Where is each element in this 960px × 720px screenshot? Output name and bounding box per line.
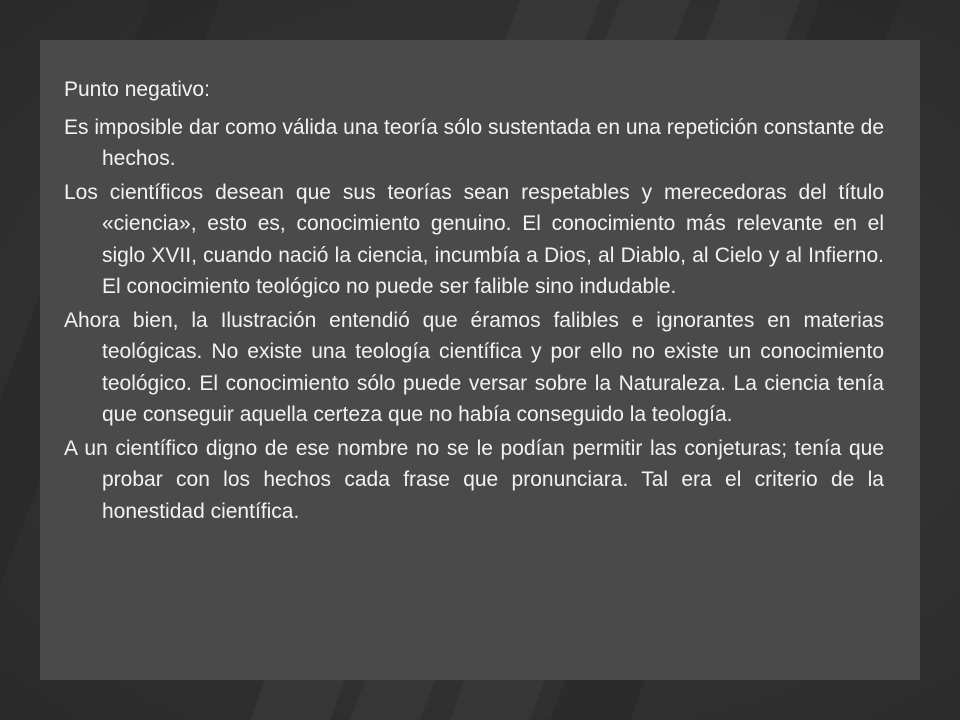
- paragraph-2: Los científicos desean que sus teorías sean respetables y merecedoras del título «ciencia», esto es, conocimiento genuino. El conocimiento más relevante en el siglo XVII, cuando nació la ciencia, incumbía a Dios, al Diablo, al Cielo y al Infierno. El conocimiento teológico no puede ser falible sino indudable.: [64, 180, 884, 298]
- slide-heading: Punto negativo:: [64, 78, 210, 101]
- paragraph-3: Ahora bien, la Ilustración entendió que éramos falibles e ignorantes en materias teológicas. No existe una teología científica y por ello no existe un conocimiento teológico. El conocimiento sólo puede versar sobre la Naturaleza. La ciencia tenía que conseguir aquella certeza que no había conseguido la teología.: [64, 308, 884, 426]
- paragraph-1: Es imposible dar como válida una teoría sólo sustentada en una repetición constante de hechos.: [64, 115, 884, 170]
- slide-text: [64, 74, 884, 529]
- paragraph-4: A un científico digno de ese nombre no se le podían permitir las conjeturas; tenía que probar con los hechos cada frase que pronunciara. Tal era el criterio de la honestidad científica.: [64, 436, 884, 523]
